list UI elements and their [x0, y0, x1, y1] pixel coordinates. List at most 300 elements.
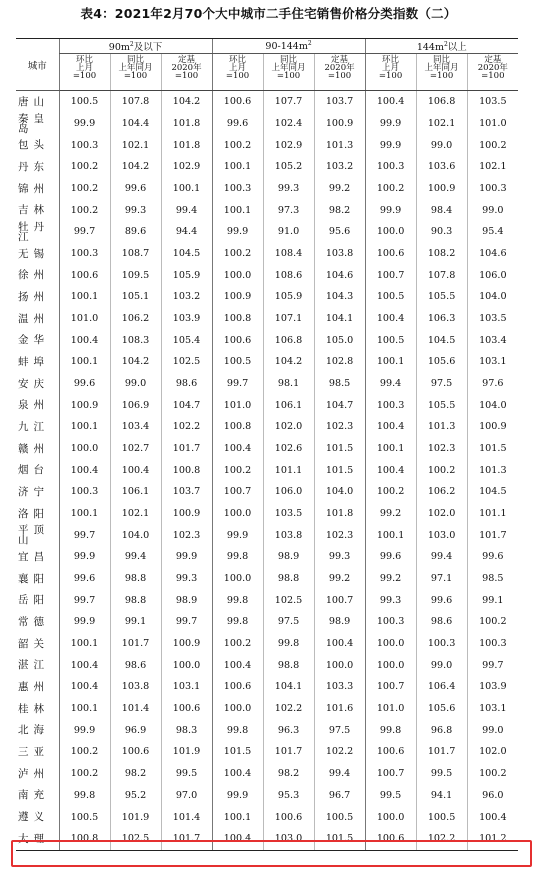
index-value: 99.2 [314, 178, 365, 200]
index-value: 95.6 [314, 221, 365, 243]
index-value: 102.5 [161, 351, 212, 373]
index-value: 100.4 [212, 438, 263, 460]
index-value: 100.0 [365, 806, 416, 828]
index-value: 99.0 [467, 719, 518, 741]
table-row [16, 438, 518, 460]
subheader-base1: 上年同月 [118, 63, 153, 73]
index-value: 98.8 [110, 589, 161, 611]
city-name: 南充 [16, 785, 59, 807]
index-value: 99.2 [365, 568, 416, 590]
subheader-cell [365, 54, 416, 91]
index-value: 103.6 [416, 156, 467, 178]
index-value: 104.3 [314, 286, 365, 308]
city-name: 徐州 [16, 264, 59, 286]
index-value: 101.3 [467, 459, 518, 481]
index-value: 99.0 [416, 654, 467, 676]
index-value: 100.2 [365, 178, 416, 200]
index-value: 100.2 [59, 199, 110, 221]
index-value: 104.0 [110, 524, 161, 546]
index-value: 100.6 [161, 698, 212, 720]
index-value: 100.6 [365, 828, 416, 850]
index-value: 103.7 [161, 481, 212, 503]
index-value: 97.5 [263, 611, 314, 633]
index-value: 99.3 [161, 568, 212, 590]
index-value: 106.0 [467, 264, 518, 286]
index-value: 101.7 [161, 438, 212, 460]
subheader-base2: =100 [429, 71, 454, 81]
index-value: 103.8 [263, 524, 314, 546]
index-value: 99.6 [110, 178, 161, 200]
index-value: 104.6 [467, 243, 518, 265]
index-value: 102.0 [263, 416, 314, 438]
index-value: 101.5 [314, 828, 365, 850]
table-row [16, 156, 518, 178]
index-value: 101.9 [110, 806, 161, 828]
index-value: 97.5 [416, 373, 467, 395]
subheader-name: 定基 [484, 55, 502, 65]
index-value: 100.5 [59, 91, 110, 113]
subheader-cell [212, 54, 263, 91]
index-value: 102.8 [314, 351, 365, 373]
city-name: 烟台 [16, 459, 59, 481]
index-value: 94.1 [416, 785, 467, 807]
index-value: 97.1 [416, 568, 467, 590]
subheader-cell [314, 54, 365, 91]
index-value: 100.4 [212, 828, 263, 850]
index-value: 99.8 [212, 719, 263, 741]
index-value: 99.5 [416, 763, 467, 785]
index-value: 99.9 [59, 113, 110, 135]
index-value: 98.9 [161, 589, 212, 611]
index-value: 103.4 [110, 416, 161, 438]
table-row [16, 286, 518, 308]
city-name: 扬州 [16, 286, 59, 308]
index-value: 97.0 [161, 785, 212, 807]
index-value: 100.3 [365, 156, 416, 178]
index-value: 104.4 [110, 113, 161, 135]
index-value: 101.0 [59, 308, 110, 330]
table-row [16, 654, 518, 676]
index-value: 102.7 [110, 438, 161, 460]
index-value: 100.4 [59, 676, 110, 698]
group-header-small: $90m^2$及以下 [59, 39, 212, 54]
index-value: 101.0 [467, 113, 518, 135]
index-value: 99.7 [212, 373, 263, 395]
index-value: 105.6 [416, 351, 467, 373]
index-value: 100.5 [59, 806, 110, 828]
index-value: 98.9 [263, 546, 314, 568]
table-title: 表4：2021年2月70个大中城市二手住宅销售价格分类指数（二） [80, 6, 457, 21]
index-value: 101.8 [161, 113, 212, 135]
city-name: 无锡 [16, 243, 59, 265]
index-value: 95.4 [467, 221, 518, 243]
index-value: 101.6 [314, 698, 365, 720]
index-value: 100.5 [365, 286, 416, 308]
index-value: 105.1 [110, 286, 161, 308]
index-value: 106.8 [416, 91, 467, 113]
index-value: 100.4 [314, 633, 365, 655]
index-value: 100.1 [365, 524, 416, 546]
index-value: 100.3 [59, 243, 110, 265]
subheader-cell [416, 54, 467, 91]
subheader-base1: 上月 [382, 63, 400, 73]
table-row [16, 178, 518, 200]
index-value: 100.6 [212, 676, 263, 698]
index-value: 100.9 [59, 394, 110, 416]
index-value: 107.8 [416, 264, 467, 286]
index-value: 102.1 [110, 503, 161, 525]
city-name: 北海 [16, 719, 59, 741]
index-value: 95.2 [110, 785, 161, 807]
index-value: 102.5 [263, 589, 314, 611]
index-value: 100.5 [212, 351, 263, 373]
table-row [16, 91, 518, 113]
index-value: 108.6 [263, 264, 314, 286]
index-value: 101.5 [314, 438, 365, 460]
index-value: 104.2 [161, 91, 212, 113]
index-value: 99.7 [59, 221, 110, 243]
index-value: 96.3 [263, 719, 314, 741]
index-value: 103.9 [161, 308, 212, 330]
index-value: 107.8 [110, 91, 161, 113]
index-value: 102.2 [314, 741, 365, 763]
index-value: 100.3 [467, 633, 518, 655]
index-value: 100.6 [263, 806, 314, 828]
table-row [16, 763, 518, 785]
index-value: 100.1 [365, 351, 416, 373]
index-value: 100.7 [365, 676, 416, 698]
index-value: 101.3 [314, 134, 365, 156]
index-value: 101.7 [161, 828, 212, 850]
index-value: 98.6 [161, 373, 212, 395]
index-value: 103.1 [161, 676, 212, 698]
index-value: 100.1 [212, 156, 263, 178]
index-value: 100.2 [59, 178, 110, 200]
index-value: 108.7 [110, 243, 161, 265]
index-value: 104.0 [467, 286, 518, 308]
index-value: 102.9 [263, 134, 314, 156]
index-value: 103.0 [263, 828, 314, 850]
index-value: 104.5 [467, 481, 518, 503]
city-name: 泉州 [16, 394, 59, 416]
table-row [16, 633, 518, 655]
index-value: 90.3 [416, 221, 467, 243]
index-value: 105.0 [314, 329, 365, 351]
index-value: 99.0 [467, 199, 518, 221]
index-value: 102.3 [416, 438, 467, 460]
index-value: 101.1 [467, 503, 518, 525]
index-value: 106.2 [416, 481, 467, 503]
city-name: 温州 [16, 308, 59, 330]
index-value: 105.5 [416, 286, 467, 308]
table-row [16, 394, 518, 416]
index-value: 100.2 [59, 741, 110, 763]
index-value: 91.0 [263, 221, 314, 243]
city-name: 金华 [16, 329, 59, 351]
index-value: 101.5 [467, 438, 518, 460]
index-value: 103.5 [467, 308, 518, 330]
group-header-large: $144m^2$以上 [365, 39, 518, 54]
index-value: 101.7 [416, 741, 467, 763]
index-value: 100.3 [59, 481, 110, 503]
index-value: 106.2 [110, 308, 161, 330]
index-value: 98.5 [314, 373, 365, 395]
city-name: 惠州 [16, 676, 59, 698]
index-value: 100.1 [212, 199, 263, 221]
city-name: 秦皇岛 [16, 113, 59, 135]
index-value: 100.2 [212, 633, 263, 655]
index-value: 100.5 [416, 806, 467, 828]
index-value: 103.2 [314, 156, 365, 178]
subheader-name: 环比 [382, 55, 400, 65]
index-value: 102.9 [161, 156, 212, 178]
index-value: 103.7 [314, 91, 365, 113]
subheader-base2: =100 [327, 71, 352, 81]
table-row [16, 481, 518, 503]
index-value: 100.6 [212, 329, 263, 351]
index-value: 98.8 [110, 568, 161, 590]
index-value: 104.1 [263, 676, 314, 698]
index-value: 101.0 [212, 394, 263, 416]
subheader-base2: =100 [378, 71, 403, 81]
index-value: 105.9 [161, 264, 212, 286]
table-row [16, 264, 518, 286]
index-value: 100.9 [212, 286, 263, 308]
subheader-name: 同比 [280, 55, 298, 65]
index-value: 99.7 [59, 524, 110, 546]
index-value: 100.2 [365, 481, 416, 503]
city-name: 锦州 [16, 178, 59, 200]
index-value: 103.1 [467, 351, 518, 373]
index-value: 106.1 [263, 394, 314, 416]
index-value: 99.6 [59, 568, 110, 590]
index-value: 98.5 [467, 568, 518, 590]
group-header-medium: $90-144m^2$ [212, 39, 365, 54]
index-value: 99.9 [365, 134, 416, 156]
index-value: 100.4 [59, 459, 110, 481]
index-value: 102.2 [416, 828, 467, 850]
index-value: 99.3 [110, 199, 161, 221]
index-value: 104.0 [314, 481, 365, 503]
index-value: 104.2 [263, 351, 314, 373]
index-value: 105.2 [263, 156, 314, 178]
index-value: 100.0 [212, 698, 263, 720]
index-value: 104.1 [314, 308, 365, 330]
index-value: 98.2 [314, 199, 365, 221]
index-value: 99.8 [212, 611, 263, 633]
index-value: 101.4 [110, 698, 161, 720]
index-value: 100.1 [59, 503, 110, 525]
index-value: 102.3 [314, 416, 365, 438]
index-value: 98.3 [161, 719, 212, 741]
index-value: 95.3 [263, 785, 314, 807]
index-value: 100.4 [365, 91, 416, 113]
index-value: 105.4 [161, 329, 212, 351]
index-value: 100.4 [59, 654, 110, 676]
index-value: 100.7 [365, 763, 416, 785]
highlight-box-dali-row [11, 840, 532, 867]
index-value: 103.4 [467, 329, 518, 351]
index-value: 100.5 [365, 329, 416, 351]
index-value: 100.0 [365, 633, 416, 655]
index-value: 108.2 [416, 243, 467, 265]
subheader-name: 定基 [178, 55, 196, 65]
index-value: 100.2 [467, 134, 518, 156]
city-name: 九江 [16, 416, 59, 438]
index-value: 100.2 [59, 156, 110, 178]
subheader-base2: =100 [481, 71, 505, 81]
table-row [16, 806, 518, 828]
index-value: 100.2 [416, 459, 467, 481]
index-value: 100.0 [212, 503, 263, 525]
city-name: 唐山 [16, 91, 59, 113]
index-value: 100.2 [212, 243, 263, 265]
city-name: 韶关 [16, 633, 59, 655]
city-name: 常德 [16, 611, 59, 633]
index-value: 106.1 [110, 481, 161, 503]
city-name: 赣州 [16, 438, 59, 460]
index-value: 99.9 [59, 719, 110, 741]
index-value: 98.8 [263, 654, 314, 676]
index-value: 99.9 [212, 221, 263, 243]
index-value: 105.6 [416, 698, 467, 720]
index-value: 99.7 [467, 654, 518, 676]
city-name: 三亚 [16, 741, 59, 763]
index-value: 99.7 [161, 611, 212, 633]
table-row [16, 589, 518, 611]
index-value: 99.3 [314, 546, 365, 568]
subheader-name: 同比 [433, 55, 451, 65]
index-value: 99.8 [263, 633, 314, 655]
city-name: 济宁 [16, 481, 59, 503]
index-value: 101.5 [212, 741, 263, 763]
index-value: 99.9 [161, 546, 212, 568]
index-value: 99.6 [59, 373, 110, 395]
city-name: 平顶山 [16, 524, 59, 546]
index-value: 100.9 [416, 178, 467, 200]
table-row [16, 243, 518, 265]
index-value: 100.1 [59, 286, 110, 308]
index-value: 100.3 [365, 611, 416, 633]
index-value: 108.3 [110, 329, 161, 351]
subheader-base1: 2020年 [324, 63, 355, 73]
index-value: 104.2 [110, 351, 161, 373]
index-value: 104.7 [161, 394, 212, 416]
subheader-base2: =100 [72, 71, 97, 81]
index-value: 100.7 [212, 481, 263, 503]
price-index-table [16, 38, 518, 851]
index-value: 96.8 [416, 719, 467, 741]
index-value: 100.9 [467, 416, 518, 438]
index-value: 100.1 [59, 351, 110, 373]
index-value: 102.0 [416, 503, 467, 525]
index-value: 99.3 [365, 589, 416, 611]
index-value: 94.4 [161, 221, 212, 243]
index-value: 102.5 [110, 828, 161, 850]
index-value: 100.1 [161, 178, 212, 200]
index-value: 104.6 [314, 264, 365, 286]
index-value: 102.4 [263, 113, 314, 135]
index-value: 99.2 [365, 503, 416, 525]
index-value: 101.7 [467, 524, 518, 546]
city-name: 泸州 [16, 763, 59, 785]
index-value: 100.4 [365, 416, 416, 438]
index-value: 97.3 [263, 199, 314, 221]
index-value: 100.3 [365, 394, 416, 416]
index-value: 99.6 [212, 113, 263, 135]
city-name: 洛阳 [16, 503, 59, 525]
index-value: 98.8 [263, 568, 314, 590]
subheader-base2: =100 [225, 71, 250, 81]
index-value: 100.9 [161, 633, 212, 655]
index-value: 101.5 [314, 459, 365, 481]
index-value: 100.2 [467, 763, 518, 785]
index-value: 104.7 [314, 394, 365, 416]
subheader-name: 环比 [75, 55, 93, 65]
city-name: 大理 [16, 828, 59, 850]
index-value: 108.4 [263, 243, 314, 265]
index-value: 97.5 [314, 719, 365, 741]
index-value: 96.7 [314, 785, 365, 807]
index-value: 103.3 [314, 676, 365, 698]
index-value: 99.4 [314, 763, 365, 785]
city-name: 丹东 [16, 156, 59, 178]
index-value: 99.6 [416, 589, 467, 611]
subheader-base1: 上年同月 [424, 63, 459, 73]
index-value: 98.6 [110, 654, 161, 676]
index-value: 99.5 [161, 763, 212, 785]
index-value: 100.6 [212, 91, 263, 113]
table-row [16, 113, 518, 135]
index-value: 100.2 [59, 763, 110, 785]
table-row [16, 459, 518, 481]
index-value: 100.3 [416, 633, 467, 655]
subheader-base2: =100 [276, 71, 301, 81]
subheader-base1: 2020年 [171, 63, 202, 73]
city-name: 牡丹江 [16, 221, 59, 243]
index-value: 99.3 [263, 178, 314, 200]
subheader-cell [59, 54, 110, 91]
index-value: 100.9 [314, 113, 365, 135]
city-name: 襄阳 [16, 568, 59, 590]
table-row [16, 351, 518, 373]
index-value: 100.8 [59, 828, 110, 850]
index-value: 100.9 [161, 503, 212, 525]
subheader-base2: =100 [174, 71, 199, 81]
index-value: 107.1 [263, 308, 314, 330]
index-value: 98.1 [263, 373, 314, 395]
index-value: 100.2 [212, 134, 263, 156]
index-value: 99.4 [161, 199, 212, 221]
index-value: 101.2 [467, 828, 518, 850]
index-value: 99.4 [416, 546, 467, 568]
index-value: 102.0 [467, 741, 518, 763]
index-value: 100.2 [212, 459, 263, 481]
index-value: 102.6 [263, 438, 314, 460]
index-value: 100.8 [212, 308, 263, 330]
index-value: 99.8 [212, 589, 263, 611]
index-value: 100.4 [365, 308, 416, 330]
index-value: 99.0 [110, 373, 161, 395]
index-value: 101.7 [110, 633, 161, 655]
index-value: 99.0 [416, 134, 467, 156]
index-value: 100.6 [365, 741, 416, 763]
index-value: 101.4 [161, 806, 212, 828]
index-value: 99.8 [59, 785, 110, 807]
index-value: 106.3 [416, 308, 467, 330]
index-value: 100.4 [110, 459, 161, 481]
index-value: 101.1 [263, 459, 314, 481]
